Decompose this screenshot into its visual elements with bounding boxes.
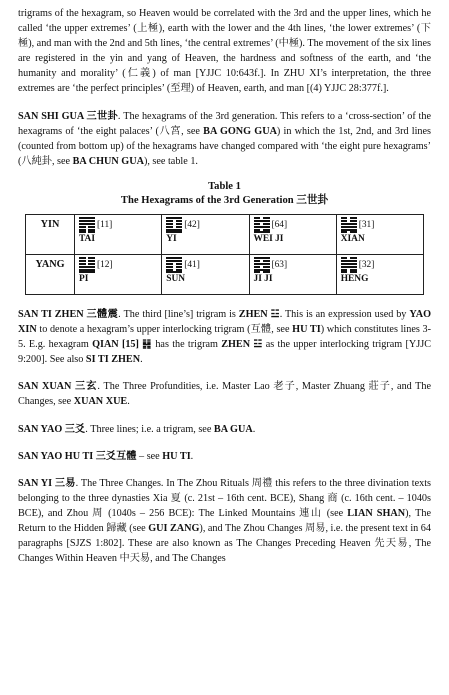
entry-text: . <box>140 354 143 366</box>
hexagram-cell <box>75 254 162 294</box>
entry-text: . <box>127 396 130 408</box>
entry-head: SAN SHI GUA 三世卦 <box>18 110 118 122</box>
hexagram-number: [31] <box>358 220 375 231</box>
cross-ref: SAN YAO 三爻 <box>18 423 86 435</box>
entry-text: has the trigram <box>152 339 222 351</box>
hexagram-name: TAI <box>79 233 95 244</box>
entry-text: to denote a hexagram’s upper interlocking trigram (互體, see <box>36 324 293 336</box>
hexagram-name: SUN <box>166 273 186 284</box>
hexagram-cell <box>162 214 249 254</box>
dictionary-entry <box>18 476 431 567</box>
hexagram-name: XIAN <box>340 233 365 244</box>
hexagram-name: PI <box>79 273 89 284</box>
hexagram-number: [64] <box>271 220 288 231</box>
hexagram-cell <box>336 254 423 294</box>
entry-text: . Three lines; i.e. a trigram, see <box>85 423 214 435</box>
hexagram-icon <box>341 257 357 273</box>
hexagram-icon <box>341 217 357 233</box>
cross-ref: BA CHUN GUA <box>72 155 144 167</box>
entry-text: ), and The Zhou Changes 周易, i.e. the present text in 64 paragraphs [SJZS 1:802]. These are also known as The Changes Preceding Heaven 先天易, The Changes Within Heaven 中天易, and The Changes <box>18 522 431 565</box>
entry-text: as the upper interlocking trigram [YJJC 9:200]. See also <box>18 339 431 366</box>
entry-text: . <box>190 450 194 462</box>
hexagram-icon <box>79 257 95 273</box>
hexagram-icon <box>79 217 95 233</box>
cross-ref: SAN XUAN 三玄 <box>18 381 98 393</box>
hexagram-icon <box>254 257 270 273</box>
entry-text: ) which constitutes lines 3-5. E.g. hexagram <box>18 324 432 351</box>
cross-ref: HU TI <box>292 324 321 336</box>
cross-ref: SAN TI ZHEN 三體震 <box>18 308 119 320</box>
entry-text: . The hexagrams of the 3rd generation. This refers to a ‘cross-section’ of the hexagrams of ‘the eight palaces’ (八宮, see <box>18 110 431 137</box>
document-page <box>18 6 431 566</box>
cross-ref: SAN YAO HU TI 三爻互體 <box>18 450 137 462</box>
hexagram-icon <box>166 257 182 273</box>
hexagram-number: [11] <box>97 220 113 231</box>
hexagram-name: JI JI <box>253 273 273 284</box>
hexagram-cell <box>249 214 336 254</box>
hexagram-number: [41] <box>184 260 200 271</box>
dictionary-entry <box>18 379 431 409</box>
hexagram-name: WEI JI <box>253 233 284 244</box>
hexagram-table <box>25 214 424 295</box>
table-caption-title: The Hexagrams of the 3rd Generation 三世卦 <box>120 194 329 206</box>
entry-text: ), The Return to the Hidden 歸藏 (see <box>18 507 431 534</box>
cross-ref: XUAN XUE <box>73 396 128 408</box>
top-paragraph: trigrams of the hexagram, so Heaven would be correlated with the 3rd and the upper lines, which he called ‘the upper extremes’ (上極), earth with the lower and the 4th lines, ‘the lower extremes’ (下極), and man with the 2nd and 5th lines, ‘the central extremes’ (中極). The movement of the six lines are registered in the yin and yang of Heaven, the hardness and softness of the earth, and ‘the humanity and morality’ (仁義) of man [YJJC 10:643f.]. In ZHU XI’s interpretation, the three extremes are ‘the perfect principles’ (至理) of Heaven, earth, and man [(4) YJJC 28:377f.]. <box>18 8 431 95</box>
hexagram-icon <box>254 217 270 233</box>
hexagram-cell <box>249 254 336 294</box>
entry-san-shi-gua <box>18 109 431 169</box>
dictionary-entry <box>18 422 431 437</box>
cross-ref: SI TI ZHEN <box>85 354 141 366</box>
cross-ref: ZHEN ☳ <box>221 339 263 351</box>
entry-text: . The Three Profundities, i.e. Master Lao 老子, Master Zhuang 莊子, and The Changes, see <box>18 381 432 408</box>
hexagram-number: [42] <box>184 220 200 231</box>
cross-ref: SAN YI 三易 <box>18 477 76 489</box>
hexagram-cell <box>75 214 162 254</box>
cross-ref: YAO XIN <box>18 308 432 336</box>
hexagram-cell <box>336 214 423 254</box>
dictionary-entry <box>18 307 431 367</box>
entry-text: ) in which the 1st, 2nd, and 3rd lines (counted from bottom up) of the hexagrams have changed compared with ‘the eight pure hexagrams’ (八純卦, see <box>18 125 431 167</box>
entry-text: ), see table 1. <box>143 155 198 167</box>
hexagram-name: YI <box>166 233 177 244</box>
entry-text: . The third [line’s] trigram is <box>118 308 239 320</box>
cross-ref: QIAN [15] ䷎ <box>92 339 153 351</box>
cross-ref: HU TI <box>162 450 191 462</box>
entry-text: . The Three Changes. In The Zhou Rituals 周禮 this refers to the three divination texts belonging to the three dynasties Xia 夏 (c. 21st – 16th cent. BCE), Shang 商 (c. 16th cent. – 1040s BCE), and Zhou 周 (1040s – 256 BCE): The Linked Mountains 連山 (see <box>18 477 431 519</box>
table-row <box>26 214 424 254</box>
dictionary-entry <box>18 449 431 464</box>
cross-ref: LIAN SHAN <box>347 507 406 519</box>
table-caption-number: Table 1 <box>208 180 241 192</box>
cross-ref: GUI ZANG <box>148 522 200 534</box>
entries-list <box>18 307 431 566</box>
entry-text: – see <box>136 450 163 462</box>
hexagram-number: [32] <box>358 260 375 271</box>
hexagram-number: [12] <box>97 260 113 271</box>
hexagram-icon <box>166 217 182 233</box>
hexagram-table-block <box>18 179 431 295</box>
entry-text: . This is an expression used by <box>279 308 410 320</box>
cross-ref: ZHEN ☳ <box>238 308 280 320</box>
entry-text: . <box>252 423 256 435</box>
row-label: YIN <box>26 214 75 254</box>
hexagram-cell <box>162 254 249 294</box>
hexagram-name: HENG <box>340 273 369 284</box>
table-row <box>26 254 424 294</box>
hexagram-number: [63] <box>271 260 288 271</box>
cross-ref: BA GONG GUA <box>203 125 277 137</box>
row-label: YANG <box>26 254 75 294</box>
cross-ref: BA GUA <box>213 423 253 435</box>
